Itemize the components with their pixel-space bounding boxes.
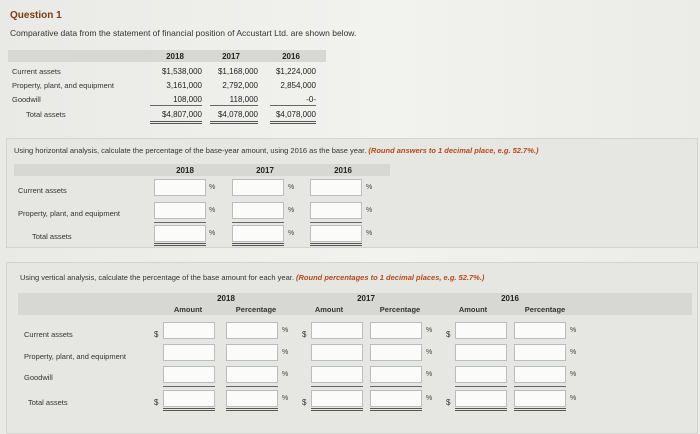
percent-symbol: % [570, 395, 577, 402]
double-underline [210, 121, 258, 124]
horizontal-input-current-2016[interactable] [310, 179, 362, 196]
statement-row-ppe: Property, plant, and equipment [12, 81, 115, 90]
vertical-amount-total-2017[interactable] [311, 390, 363, 407]
dollar-symbol: $ [446, 398, 451, 407]
dollar-symbol: $ [154, 330, 159, 339]
underline [226, 386, 278, 387]
double-underline [311, 408, 363, 411]
col-amount-2018: Amount [173, 305, 203, 314]
underline [455, 386, 507, 387]
statement-value: 2,792,000 [222, 81, 258, 90]
vertical-pct-current-2016[interactable] [514, 322, 566, 339]
vertical-year-2017: 2017 [357, 294, 375, 303]
vertical-pct-current-2018[interactable] [226, 322, 278, 339]
statement-value: $1,538,000 [161, 67, 202, 76]
vertical-amount-goodwill-2016[interactable] [455, 366, 507, 383]
double-underline [455, 408, 507, 411]
underline [514, 386, 566, 387]
horizontal-year-2018: 2018 [176, 166, 194, 175]
horizontal-year-2017: 2017 [256, 166, 274, 175]
vertical-year-2018: 2018 [217, 294, 235, 303]
percent-symbol: % [570, 327, 577, 334]
vertical-amount-current-2018[interactable] [163, 322, 215, 339]
double-underline [163, 408, 215, 411]
double-underline [370, 408, 422, 411]
dollar-symbol: $ [154, 398, 159, 407]
horizontal-input-current-2017[interactable] [232, 179, 284, 196]
horizontal-input-total-2016[interactable] [310, 225, 362, 242]
statement-year-2018: 2018 [166, 52, 184, 61]
horizontal-input-ppe-2018[interactable] [154, 202, 206, 219]
percent-symbol: % [288, 207, 295, 214]
horizontal-input-ppe-2017[interactable] [232, 202, 284, 219]
statement-value: $4,807,000 [161, 110, 202, 119]
vertical-pct-ppe-2017[interactable] [370, 344, 422, 361]
vertical-pct-total-2018[interactable] [226, 390, 278, 407]
vertical-row-goodwill: Goodwill [24, 373, 53, 382]
horizontal-row-ppe: Property, plant, and equipment [18, 209, 121, 218]
statement-value: 108,000 [173, 95, 202, 104]
percent-symbol: % [426, 371, 433, 378]
vertical-pct-goodwill-2017[interactable] [370, 366, 422, 383]
col-amount-2017: Amount [314, 305, 344, 314]
underline [154, 222, 206, 223]
vertical-amount-current-2017[interactable] [311, 322, 363, 339]
underline [163, 386, 215, 387]
percent-symbol: % [288, 230, 295, 237]
percent-symbol: % [366, 207, 373, 214]
vertical-pct-goodwill-2016[interactable] [514, 366, 566, 383]
col-percentage-2016: Percentage [524, 305, 566, 314]
horizontal-input-current-2018[interactable] [154, 179, 206, 196]
percent-symbol: % [570, 371, 577, 378]
statement-value: $1,168,000 [217, 67, 258, 76]
horizontal-input-ppe-2016[interactable] [310, 202, 362, 219]
vertical-pct-ppe-2018[interactable] [226, 344, 278, 361]
double-underline [514, 408, 566, 411]
statement-row-current-assets: Current assets [12, 67, 61, 76]
question-title: Question 1 [10, 10, 62, 21]
percent-symbol: % [288, 184, 295, 191]
statement-value: -0- [306, 95, 316, 104]
vertical-pct-ppe-2016[interactable] [514, 344, 566, 361]
vertical-amount-total-2016[interactable] [455, 390, 507, 407]
dollar-symbol: $ [446, 330, 451, 339]
statement-value: 3,161,000 [166, 81, 202, 90]
double-underline [154, 243, 206, 246]
statement-row-goodwill: Goodwill [12, 95, 41, 104]
vertical-instruction-text: Using vertical analysis, calculate the percentage of the base amount for each year. [20, 273, 294, 282]
vertical-instruction [20, 273, 690, 282]
vertical-amount-ppe-2017[interactable] [311, 344, 363, 361]
statement-value: $1,224,000 [275, 67, 316, 76]
statement-value: $4,078,000 [217, 110, 258, 119]
double-underline [150, 121, 202, 124]
horizontal-row-total-assets: Total assets [32, 232, 72, 241]
percent-symbol: % [426, 327, 433, 334]
underline [232, 222, 284, 223]
vertical-row-ppe: Property, plant, and equipment [24, 352, 127, 361]
underline [370, 386, 422, 387]
vertical-row-current-assets: Current assets [24, 330, 73, 339]
percent-symbol: % [366, 184, 373, 191]
statement-value: 2,854,000 [280, 81, 316, 90]
statement-row-total-assets: Total assets [26, 110, 66, 119]
underline [310, 222, 362, 223]
percent-symbol: % [426, 349, 433, 356]
double-underline [270, 121, 316, 124]
vertical-pct-total-2017[interactable] [370, 390, 422, 407]
percent-symbol: % [209, 230, 216, 237]
percent-symbol: % [209, 207, 216, 214]
underline [210, 105, 258, 106]
vertical-amount-total-2018[interactable] [163, 390, 215, 407]
statement-year-2017: 2017 [222, 52, 240, 61]
vertical-pct-current-2017[interactable] [370, 322, 422, 339]
vertical-row-total-assets: Total assets [28, 398, 68, 407]
statement-value: $4,078,000 [275, 110, 316, 119]
vertical-pct-total-2016[interactable] [514, 390, 566, 407]
double-underline [226, 408, 278, 411]
vertical-amount-goodwill-2017[interactable] [311, 366, 363, 383]
percent-symbol: % [570, 349, 577, 356]
vertical-year-2016: 2016 [501, 294, 519, 303]
vertical-amount-ppe-2016[interactable] [455, 344, 507, 361]
horizontal-input-total-2017[interactable] [232, 225, 284, 242]
col-amount-2016: Amount [458, 305, 488, 314]
horizontal-input-total-2018[interactable] [154, 225, 206, 242]
horizontal-rounding-note: (Round answers to 1 decimal place, e.g. 52.7%.) [368, 146, 539, 155]
percent-symbol: % [366, 230, 373, 237]
dollar-symbol: $ [302, 330, 307, 339]
statement-value: 118,000 [229, 95, 258, 104]
vertical-amount-current-2016[interactable] [455, 322, 507, 339]
horizontal-instruction [14, 146, 694, 155]
vertical-amount-goodwill-2018[interactable] [163, 366, 215, 383]
col-percentage-2017: Percentage [379, 305, 421, 314]
percent-symbol: % [282, 327, 289, 334]
horizontal-row-current-assets: Current assets [18, 186, 67, 195]
percent-symbol: % [282, 395, 289, 402]
underline [150, 105, 202, 106]
vertical-amount-ppe-2018[interactable] [163, 344, 215, 361]
percent-symbol: % [282, 371, 289, 378]
col-percentage-2018: Percentage [235, 305, 277, 314]
underline [311, 386, 363, 387]
horizontal-year-2016: 2016 [334, 166, 352, 175]
double-underline [232, 243, 284, 246]
statement-year-2016: 2016 [282, 52, 300, 61]
question-description: Comparative data from the statement of financial position of Accustart Ltd. are shown below. [10, 28, 357, 38]
percent-symbol: % [426, 395, 433, 402]
double-underline [310, 243, 362, 246]
horizontal-instruction-text: Using horizontal analysis, calculate the percentage of the base-year amount, using 2016 as the base year. [14, 146, 367, 155]
percent-symbol: % [282, 349, 289, 356]
percent-symbol: % [209, 184, 216, 191]
vertical-rounding-note: (Round percentages to 1 decimal places, e.g. 52.7%.) [296, 273, 485, 282]
dollar-symbol: $ [302, 398, 307, 407]
vertical-pct-goodwill-2018[interactable] [226, 366, 278, 383]
underline [270, 105, 316, 106]
